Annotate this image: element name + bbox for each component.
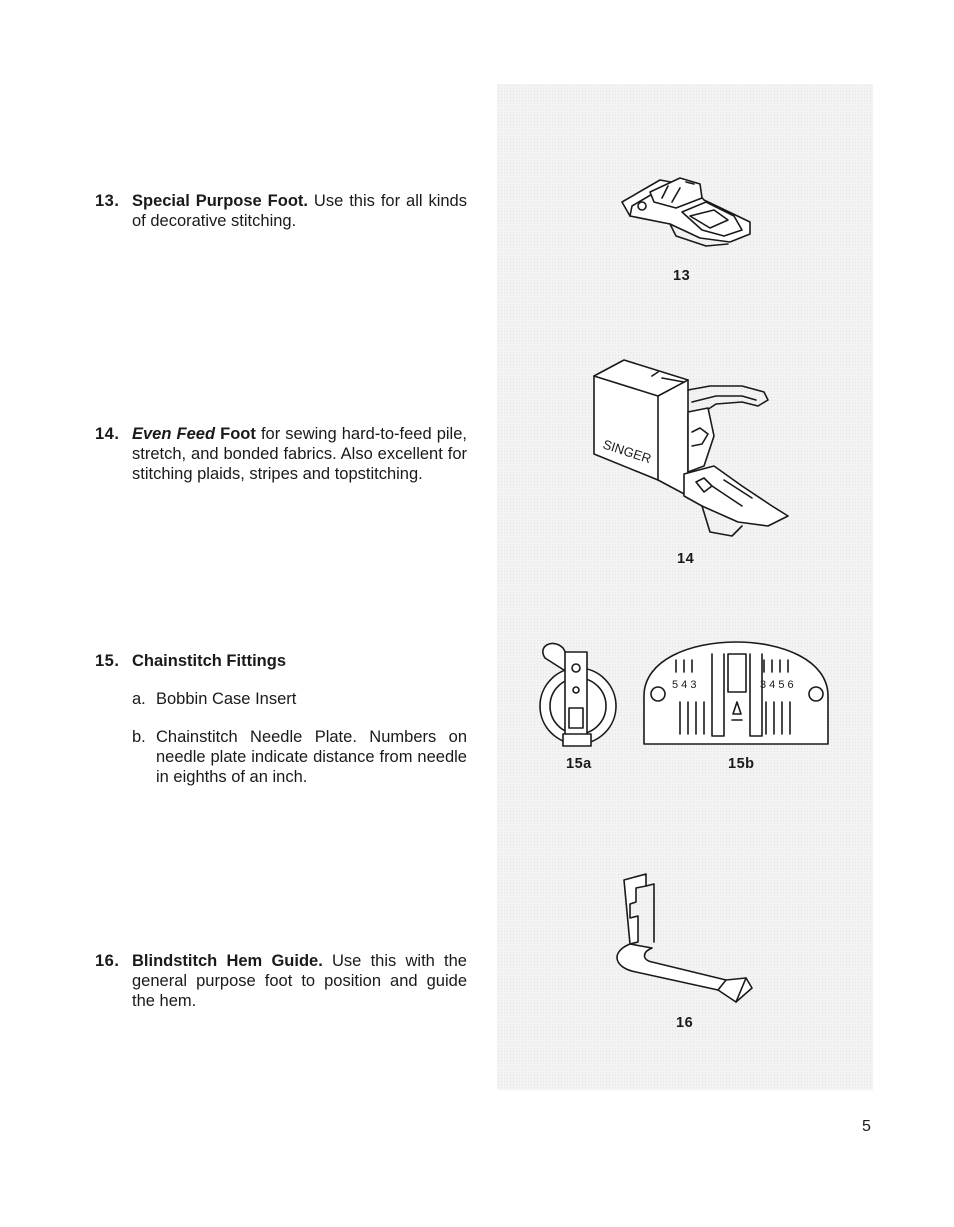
item-text: for sewing hard-to-feed pile, stretch, and bonded fabrics. Also excellent for stitching plaids, stripes and topstitching. [132,425,467,483]
item-title: Special Purpose Foot. [132,192,308,210]
blindstitch-hem-guide-illustration [606,872,758,1004]
item-title: Foot [215,425,256,443]
item-number: 15. [95,652,120,670]
subitem-a [132,689,467,709]
figure-13-caption: 13 [673,268,691,284]
item-15 [95,651,467,787]
subitem-b [132,727,467,787]
item-number: 16. [95,952,120,970]
figure-15b-caption: 15b [728,756,755,772]
page-number: 5 [862,1118,871,1135]
item-title: Chainstitch Fittings [132,652,286,670]
item-text: Use this for all kinds of decorative stitching. [132,192,467,230]
plate-right-numbers: 3 4 5 6 [760,679,794,691]
item-number: 13. [95,192,120,210]
even-feed-foot-illustration [592,356,797,541]
figure-15a-caption: 15a [566,756,592,772]
chainstitch-needle-plate-illustration [640,640,832,746]
item-number: 14. [95,425,120,443]
item-16 [95,951,467,1011]
figure-14-caption: 14 [677,551,695,567]
subitem-text: Bobbin Case Insert [156,690,297,708]
figure-16-caption: 16 [676,1015,694,1031]
subitem-letter: a. [132,690,146,708]
item-title-italic: Even Feed [132,425,216,443]
special-purpose-foot-illustration [610,172,760,252]
singer-brand-label: SINGER [601,436,654,467]
bobbin-case-insert-illustration [535,638,625,750]
item-13 [95,191,467,231]
item-text: Use this with the general purpose foot to position and guide the hem. [132,952,467,1010]
item-title: Blindstitch Hem Guide. [132,952,323,970]
item-14 [95,424,467,484]
plate-left-numbers: 5 4 3 [672,679,697,691]
subitem-letter: b. [132,728,146,746]
subitem-text: Chainstitch Needle Plate. Numbers on needle plate indicate distance from needle in eighths of an inch. [156,728,467,786]
